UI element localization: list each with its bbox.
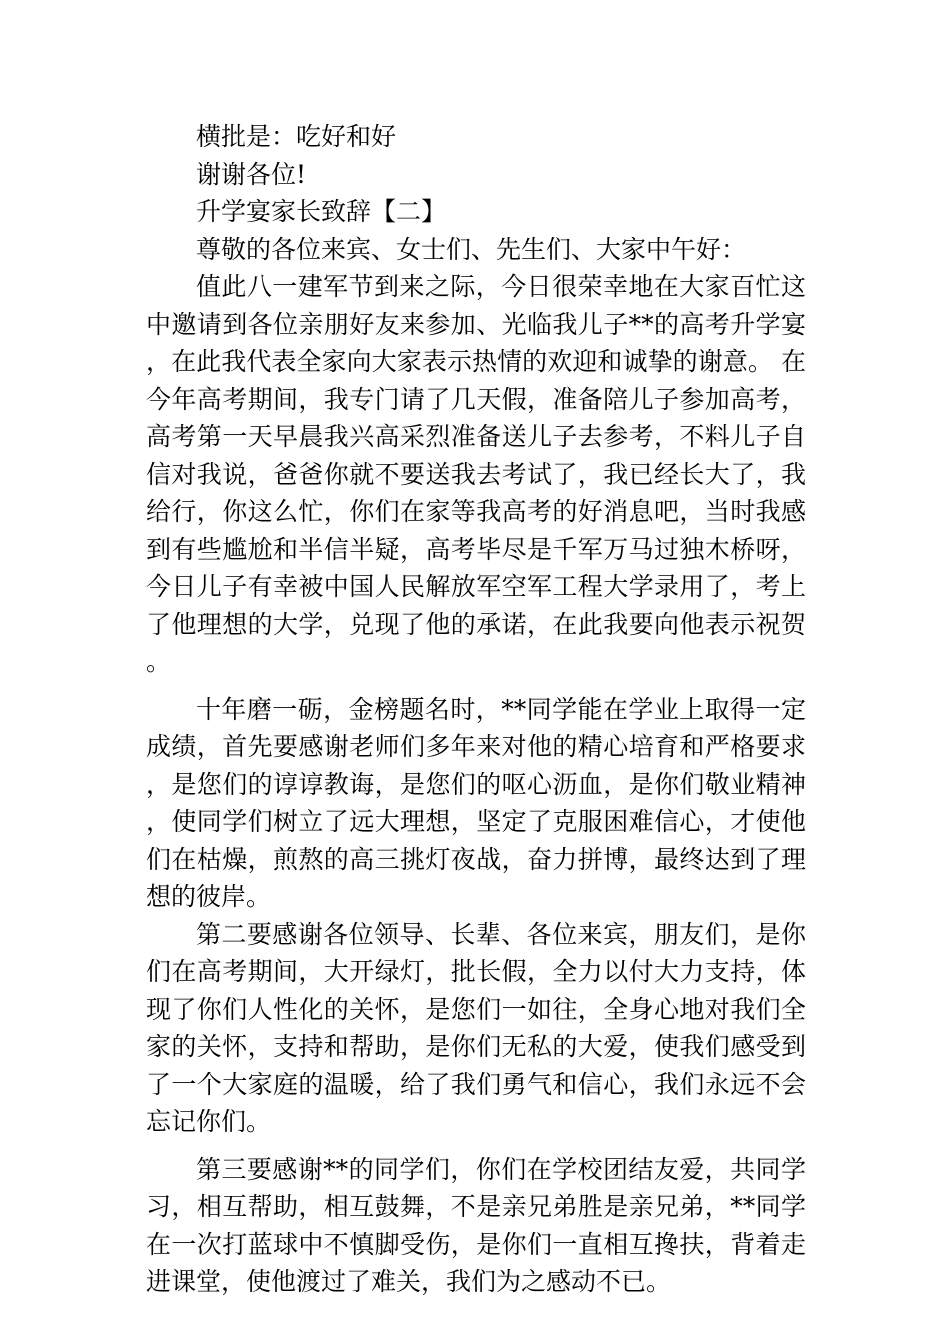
greeting-line: 尊敬的各位来宾、女士们、先生们、大家中午好： [196, 234, 747, 264]
document-body [146, 118, 806, 1301]
paragraph-teachers: 十年磨一砺，金榜题名时，**同学能在学业上取得一定成绩，首先要感谢老师们多年来对他的精心培育和严格要求，是您们的谆谆教诲，是您们的呕心沥血，是你们敬业精神，使同学们树立了远大理想，坚定了克服困难信心，才使他们在枯燥，煎熬的高三挑灯夜战，奋力拼博，最终达到了理想的彼岸。 [146, 694, 806, 911]
banner-line: 横批是：吃好和好 [196, 122, 397, 151]
paragraph-leaders: 第二要感谢各位领导、长辈、各位来宾，朋友们，是你们在高考期间，大开绿灯，批长假，全力以付大力支持，体现了你们人性化的关怀，是您们一如往，全身心地对我们全家的关怀，支持和帮助，是你们无私的大爱，使我们感受到了一个大家庭的温暖，给了我们勇气和信心，我们永远不会忘记你们。 [146, 919, 806, 1136]
paragraph-classmates: 第三要感谢**的同学们，你们在学校团结友爱，共同学习，相互帮助，相互鼓舞，不是亲兄弟胜是亲兄弟，**同学在一次打蓝球中不慎脚受伤，是你们一直相互搀扶，背着走进课堂，使他渡过了难关，我们为之感动不已。 [146, 1154, 806, 1296]
section-heading: 升学宴家长致辞【二】 [196, 197, 447, 226]
paragraph-intro: 值此八一建军节到来之际，今日很荣幸地在大家百忙这中邀请到各位亲朋好友来参加、光临我儿子**的高考升学宴，在此我代表全家向大家表示热情的欢迎和诚挚的谢意。 在今年高考期间，我专门请了几天假，准备陪儿子参加高考，高考第一天早晨我兴高采烈准备送儿子去参考，不料儿子自信对我说，爸爸你就不要送我去考试了，我已经长大了，我给行，你这么忙，你们在家等我高考的好消息吧，当时我感到有些尴尬和半信半疑，高考毕尽是千军万马过独木桥呀，今日儿子有幸被中国人民解放军空军工程大学录用了，考上了他理想的大学，兑现了他的承诺，在此我要向他表示祝贺。 [146, 272, 806, 676]
thanks-line: 谢谢各位! [196, 159, 307, 189]
